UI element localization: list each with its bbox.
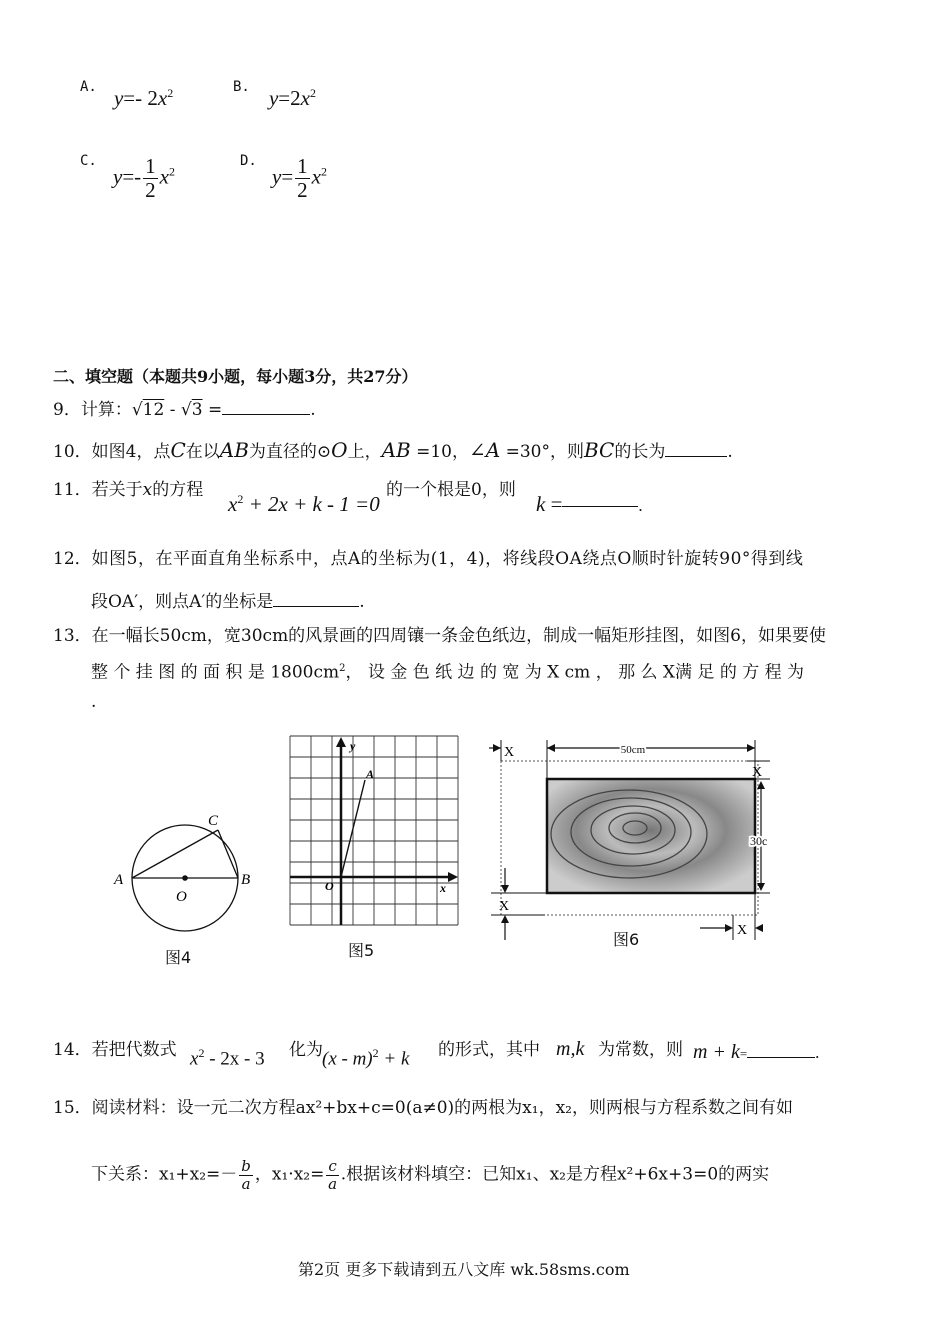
fig5-x-arrow-icon	[448, 872, 458, 882]
circle-symbol-icon: ⊙	[316, 442, 332, 462]
q9-number: 9．	[53, 400, 81, 420]
q10-text-7: 的长为	[614, 442, 666, 462]
option-b-pow: 2	[309, 86, 316, 100]
q14-sum: m + k	[693, 1041, 740, 1063]
option-a-eq: =- 2	[123, 86, 158, 110]
fig6-bl-up-arrow-icon	[501, 915, 509, 923]
q15-line-2c: .根据该材料填空：已知x₁、x₂是方程x²+6x+3=0的两实	[340, 1164, 770, 1185]
option-d-den: 2	[297, 178, 308, 203]
q15-line-2	[91, 1158, 769, 1192]
q10-text-6: =30°，则	[500, 442, 584, 462]
option-a-lhs: y	[113, 86, 124, 110]
fig6-bl-down-arrow-icon	[501, 885, 509, 893]
q14-text-2: 化为	[289, 1040, 323, 1060]
option-d	[240, 150, 257, 169]
figure-5	[288, 734, 464, 930]
q14-answer	[693, 1041, 819, 1064]
q10-segment-ab: AB	[219, 438, 249, 462]
fig6-label-x-left: X	[499, 899, 510, 914]
option-d-var: x	[311, 164, 321, 189]
option-a	[80, 72, 174, 110]
q10-text-3: 为直径的	[248, 442, 317, 462]
q10-text-5: =10，	[410, 442, 469, 462]
fig5-grid	[290, 736, 458, 925]
q15-frac-b-num: b	[241, 1157, 251, 1175]
option-d-fraction	[295, 155, 310, 202]
q10-end: .	[727, 442, 733, 462]
q14-expression	[190, 1046, 265, 1070]
q12-line-2	[91, 590, 365, 614]
q9-answer-blank[interactable]	[222, 398, 310, 415]
fig5-label-o: O	[325, 879, 334, 893]
option-a-pow: 2	[167, 86, 174, 100]
question-9	[53, 398, 316, 422]
q15-number: 15．	[53, 1098, 92, 1118]
q12-line-1: 如图5，在平面直角坐标系中，点A的坐标为(1，4)，将线段OA绕点O顺时针旋转90°得到线	[91, 549, 804, 569]
section-title: 二、填空题（本题共9小题，每小题3分，共27分）	[53, 367, 418, 386]
q15-line-2b: ，x₁·x₂=	[254, 1164, 325, 1185]
q12-number: 12．	[53, 549, 92, 569]
q12-end: .	[359, 592, 365, 612]
fig6-label-x-top: X	[504, 745, 515, 760]
fig4-label-a: A	[114, 872, 124, 888]
q14-expr-pow: 2	[198, 1046, 205, 1060]
q11-var-x: x	[142, 480, 153, 500]
fig4-label-o: O	[176, 889, 187, 905]
q14-form-square: (x - m)	[322, 1048, 373, 1070]
figure-6	[485, 728, 770, 943]
q9-radicand-1: 12	[142, 400, 165, 420]
fig6-top-right-arrow-icon	[747, 744, 755, 752]
q9-end: .	[310, 400, 316, 420]
q11-eq-pow: 2	[237, 492, 244, 506]
fig4-chord-ac	[132, 830, 218, 878]
q11-eq-rest: + 2x + k - 1 =0	[243, 492, 380, 516]
option-c-label: C.	[80, 153, 97, 169]
question-15	[53, 1096, 793, 1120]
q13-line-2b-text: ， 设 金 色 纸 边 的 宽 为 X cm ， 那 么 X满 足 的 方 程 为	[345, 662, 805, 683]
q13-line-1: 在一幅长50cm，宽30cm的风景画的四周镶一条金色纸边，制成一幅矩形挂图，如图6，如果要使	[91, 626, 827, 646]
q9-sqrt-2: √3	[180, 400, 203, 420]
fig5-y-arrow-icon	[336, 737, 346, 747]
fig5-caption: 图5	[348, 941, 375, 960]
option-c-num: 1	[145, 154, 156, 178]
q14-expr-x: x	[190, 1048, 199, 1070]
q11-number: 11．	[53, 480, 92, 500]
q15-frac-c-a	[326, 1158, 338, 1192]
q12-answer-blank[interactable]	[273, 590, 359, 607]
q9-sqrt-1: √12	[131, 400, 165, 420]
fig6-br-right-arrow-icon	[725, 924, 733, 932]
option-c-den: 2	[145, 178, 156, 203]
q15-frac-b-a	[239, 1158, 253, 1192]
q14-end: .	[815, 1043, 820, 1062]
q10-text-4: 上，	[347, 442, 382, 462]
option-c-fraction	[143, 155, 158, 202]
option-b	[233, 72, 316, 110]
q15-frac-c-num: c	[328, 1157, 337, 1175]
q12-line-2-text: 段OA′，则点A′的坐标是	[91, 592, 274, 612]
q10-circle-o: O	[331, 438, 348, 462]
option-c-pow: 2	[169, 164, 175, 179]
q11-text-1: 若关于	[91, 480, 143, 500]
q14-form	[322, 1046, 409, 1070]
fig6-x-top-left-arrow-icon	[493, 744, 501, 752]
fig6-label-x-right: X	[752, 765, 763, 780]
fig6-caption: 图6	[613, 930, 640, 949]
fig5-label-x: x	[440, 881, 446, 895]
option-d-pow: 2	[321, 164, 327, 179]
option-a-label: A.	[80, 79, 97, 95]
option-a-var: x	[157, 86, 168, 110]
q15-line-1: 阅读材料：设一元二次方程ax²+bx+c=0(a≠0)的两根为x₁，x₂，则两根与方程系数之间有如	[91, 1098, 793, 1118]
q10-angle: ∠A	[469, 438, 501, 462]
q10-text-1: 如图4，点	[91, 442, 171, 462]
q14-text-4: 为常数，则	[598, 1040, 683, 1060]
q15-frac-c-den: a	[328, 1174, 338, 1193]
q13-line-2	[91, 657, 804, 685]
q11-var-k: k	[536, 492, 546, 516]
option-c-var: x	[159, 164, 169, 189]
q10-segment-bc: BC	[583, 438, 615, 462]
option-a-formula	[114, 86, 173, 110]
q14-number: 14．	[53, 1040, 92, 1060]
fig6-label-50cm: 50cm	[620, 744, 646, 756]
q14-form-pow: 2	[372, 1046, 379, 1060]
option-c	[80, 150, 97, 169]
q14-answer-blank[interactable]	[747, 1045, 815, 1058]
q10-text-2: 在以	[185, 442, 220, 462]
option-b-var: x	[300, 86, 310, 110]
question-14	[53, 1038, 177, 1062]
q10-segment-ab-2: AB	[381, 438, 411, 462]
fig6-top-left-arrow-icon	[547, 744, 555, 752]
q13-number: 13．	[53, 626, 92, 646]
fig4-chord-bc	[218, 830, 238, 878]
q9-minus: -	[164, 400, 181, 420]
fig6-label-x-bottom: X	[737, 923, 748, 938]
option-c-lhs: y	[113, 164, 123, 189]
q11-equation	[228, 492, 380, 517]
q11-eq-x: x	[228, 492, 238, 516]
option-b-formula	[269, 86, 316, 110]
q11-k	[536, 492, 643, 517]
fig5-label-y: y	[350, 739, 356, 753]
q13-pow: 2	[339, 663, 346, 674]
q11-tail	[386, 478, 516, 502]
fig6-label-30cm: 30c	[750, 834, 768, 848]
option-c-eq: =-	[122, 164, 142, 189]
q10-number: 10．	[53, 442, 92, 462]
fig6-br-left-arrow-icon	[755, 924, 763, 932]
q11-k-eq: =	[545, 492, 563, 516]
option-d-num: 1	[297, 154, 308, 178]
option-d-eq: =	[281, 164, 294, 189]
question-11	[53, 478, 203, 502]
q14-expr-rest: - 2x - 3	[204, 1048, 265, 1070]
fig5-label-a: A	[366, 767, 375, 781]
question-10	[53, 438, 733, 464]
q14-text-1: 若把代数式	[91, 1040, 177, 1060]
figure-4	[108, 805, 268, 935]
q14-text-3: 的形式，其中	[438, 1040, 540, 1060]
page-footer: 第2页 更多下载请到五八文库 wk.58sms.com	[298, 1260, 630, 1279]
q13-line-3: .	[91, 692, 97, 712]
q11-end: .	[638, 496, 643, 515]
question-12	[53, 547, 803, 571]
q11-text-3: 的一个根是0，则	[386, 480, 516, 500]
option-c-formula	[113, 155, 175, 202]
option-d-lhs: y	[272, 164, 282, 189]
q13-line-2-text: 整 个 挂 图 的 面 积 是 1800cm	[91, 662, 340, 683]
option-b-lhs: y	[268, 86, 279, 110]
option-b-label: B.	[233, 79, 250, 95]
fig4-label-c: C	[208, 813, 219, 829]
q14-eq: =	[739, 1046, 748, 1061]
option-d-label: D.	[240, 153, 257, 169]
q11-text-2: 的方程	[152, 480, 204, 500]
q15-line-2a: 下关系：x₁+x₂=－	[91, 1164, 238, 1185]
fig4-center-dot	[182, 875, 188, 881]
q15-frac-b-den: a	[241, 1174, 251, 1193]
option-d-formula	[272, 155, 327, 202]
question-13	[53, 624, 826, 648]
q14-mk: m,k	[556, 1038, 585, 1060]
q10-answer-blank[interactable]	[665, 440, 727, 457]
option-b-eq: =2	[278, 86, 301, 110]
q14-form-k: + k	[378, 1048, 410, 1070]
q10-point-c: C	[170, 438, 186, 462]
q9-eq: =	[202, 400, 223, 420]
q9-text: 计算：	[80, 400, 132, 420]
q9-radicand-2: 3	[191, 400, 203, 420]
fig4-label-b: B	[241, 872, 251, 888]
fig4-caption: 图4	[165, 948, 192, 967]
q11-answer-blank[interactable]	[562, 498, 638, 507]
